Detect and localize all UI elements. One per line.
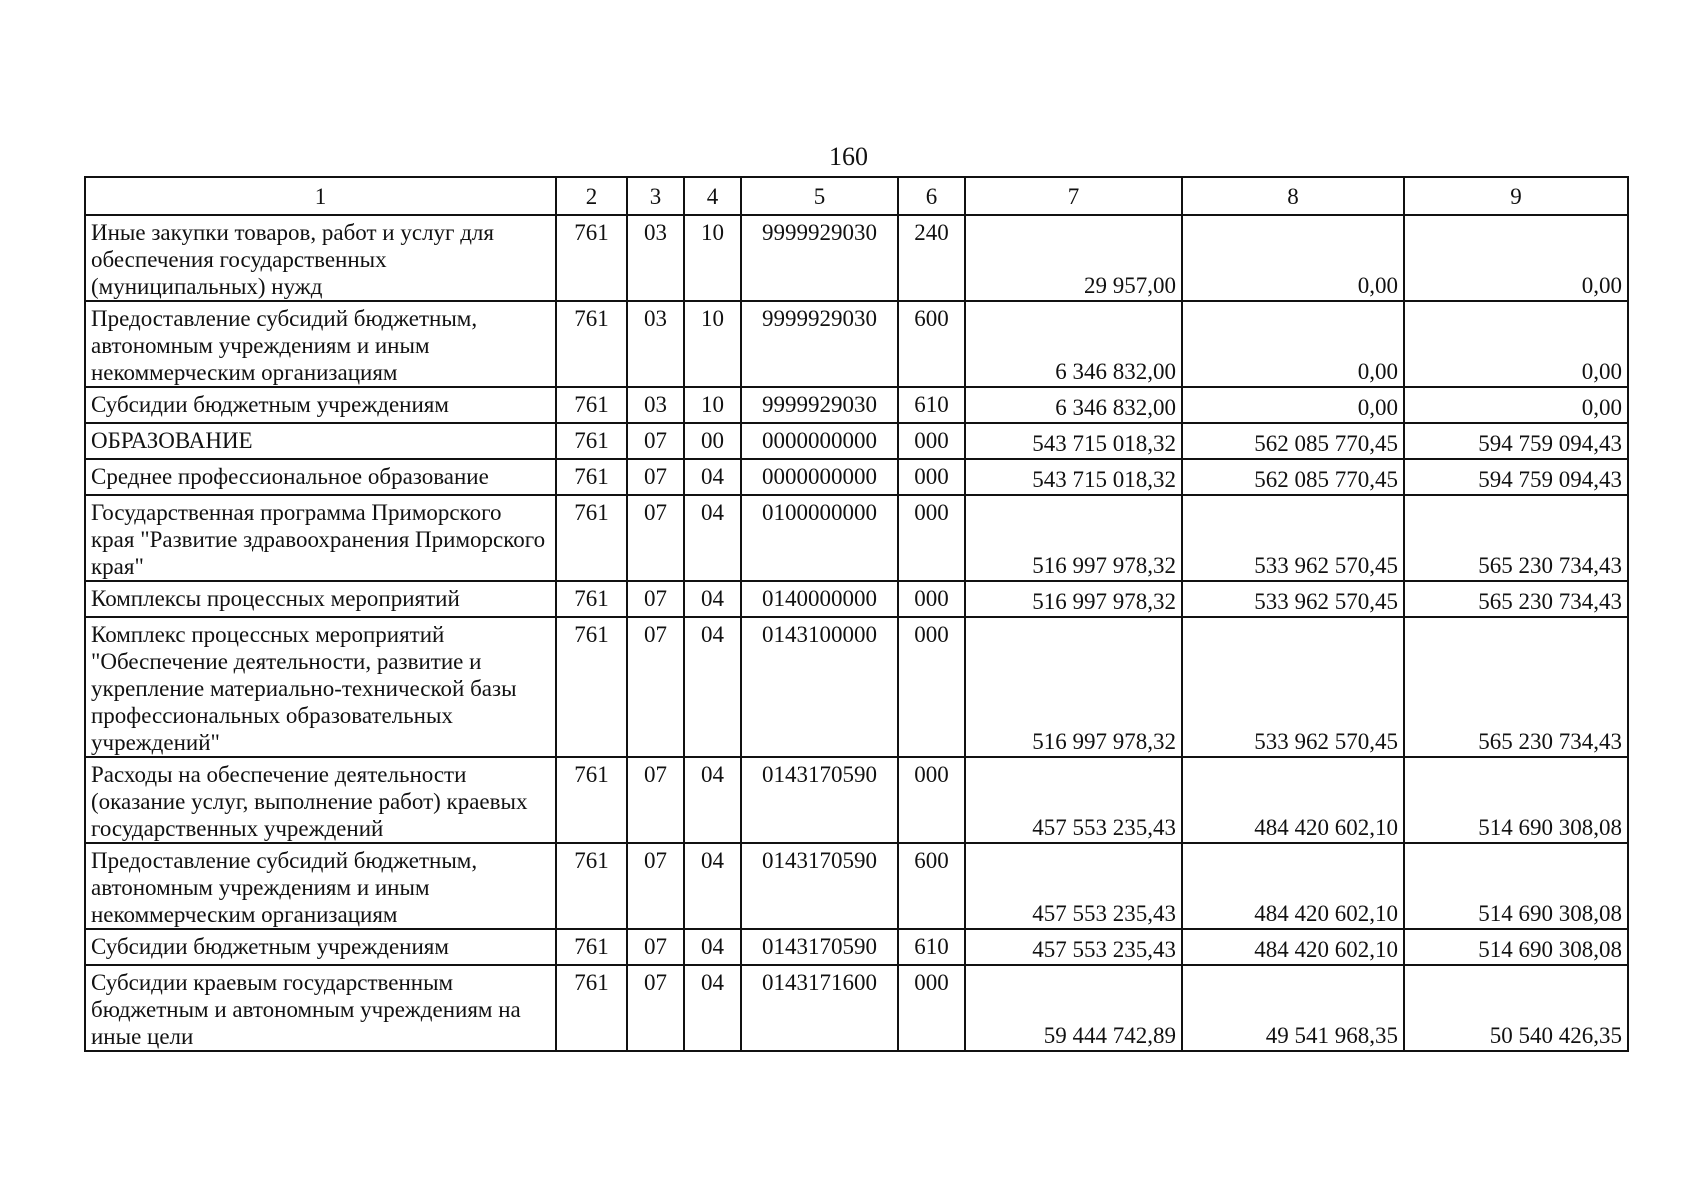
- target-code-cell: 0143171600: [741, 965, 898, 1051]
- section-code-cell: 07: [627, 495, 684, 581]
- amount-col9-cell: 50 540 426,35: [1404, 965, 1628, 1051]
- amount-col8-cell: 562 085 770,45: [1182, 423, 1404, 459]
- row-name-cell: Государственная программа Приморского края "Развитие здравоохранения Приморского края": [85, 495, 556, 581]
- expense-type-cell: 600: [898, 843, 965, 929]
- amount-col9-cell: 594 759 094,43: [1404, 423, 1628, 459]
- amount-col8-cell: 49 541 968,35: [1182, 965, 1404, 1051]
- admin-code-cell: 761: [556, 965, 627, 1051]
- target-code-cell: 0143170590: [741, 757, 898, 843]
- amount-col8-cell: 484 420 602,10: [1182, 757, 1404, 843]
- subsection-code-cell: 04: [684, 843, 741, 929]
- column-header: 9: [1404, 177, 1628, 215]
- section-code-cell: 03: [627, 215, 684, 301]
- table-row: [85, 757, 1628, 843]
- row-name-cell: Комплекс процессных мероприятий "Обеспечение деятельности, развитие и укрепление материально-технической базы профессиональных образовательных учреждений": [85, 617, 556, 757]
- target-code-cell: 0000000000: [741, 459, 898, 495]
- subsection-code-cell: 10: [684, 215, 741, 301]
- amount-col9-cell: 0,00: [1404, 301, 1628, 387]
- admin-code-cell: 761: [556, 757, 627, 843]
- amount-col8-cell: 0,00: [1182, 301, 1404, 387]
- row-name-cell: Расходы на обеспечение деятельности (оказание услуг, выполнение работ) краевых государственных учреждений: [85, 757, 556, 843]
- table-row: [85, 617, 1628, 757]
- amount-col8-cell: 484 420 602,10: [1182, 843, 1404, 929]
- column-header: 1: [85, 177, 556, 215]
- amount-col8-cell: 562 085 770,45: [1182, 459, 1404, 495]
- target-code-cell: 0143170590: [741, 843, 898, 929]
- section-code-cell: 03: [627, 387, 684, 423]
- section-code-cell: 07: [627, 929, 684, 965]
- subsection-code-cell: 04: [684, 757, 741, 843]
- admin-code-cell: 761: [556, 387, 627, 423]
- section-code-cell: 03: [627, 301, 684, 387]
- expense-type-cell: 000: [898, 965, 965, 1051]
- section-code-cell: 07: [627, 965, 684, 1051]
- section-code-cell: 07: [627, 617, 684, 757]
- subsection-code-cell: 04: [684, 459, 741, 495]
- amount-col9-cell: 514 690 308,08: [1404, 757, 1628, 843]
- expense-type-cell: 610: [898, 387, 965, 423]
- target-code-cell: 0143170590: [741, 929, 898, 965]
- admin-code-cell: 761: [556, 215, 627, 301]
- target-code-cell: 9999929030: [741, 301, 898, 387]
- amount-col8-cell: 484 420 602,10: [1182, 929, 1404, 965]
- row-name-cell: Субсидии краевым государственным бюджетным и автономным учреждениям на иные цели: [85, 965, 556, 1051]
- subsection-code-cell: 04: [684, 495, 741, 581]
- section-code-cell: 07: [627, 757, 684, 843]
- amount-col8-cell: 0,00: [1182, 215, 1404, 301]
- expense-type-cell: 600: [898, 301, 965, 387]
- amount-col9-cell: 514 690 308,08: [1404, 929, 1628, 965]
- page-number: 160: [829, 142, 868, 171]
- row-name-cell: Субсидии бюджетным учреждениям: [85, 387, 556, 423]
- expense-type-cell: 000: [898, 495, 965, 581]
- section-code-cell: 07: [627, 423, 684, 459]
- admin-code-cell: 761: [556, 929, 627, 965]
- expense-type-cell: 000: [898, 617, 965, 757]
- amount-col7-cell: 59 444 742,89: [965, 965, 1182, 1051]
- table-row: [85, 459, 1628, 495]
- subsection-code-cell: 00: [684, 423, 741, 459]
- amount-col7-cell: 6 346 832,00: [965, 387, 1182, 423]
- amount-col8-cell: 0,00: [1182, 387, 1404, 423]
- expense-type-cell: 000: [898, 757, 965, 843]
- column-header: 6: [898, 177, 965, 215]
- target-code-cell: 0143100000: [741, 617, 898, 757]
- amount-col7-cell: 457 553 235,43: [965, 757, 1182, 843]
- expense-type-cell: 000: [898, 459, 965, 495]
- section-code-cell: 07: [627, 459, 684, 495]
- amount-col9-cell: 565 230 734,43: [1404, 495, 1628, 581]
- admin-code-cell: 761: [556, 459, 627, 495]
- header-row: [85, 177, 1628, 215]
- row-name-cell: Среднее профессиональное образование: [85, 459, 556, 495]
- section-code-cell: 07: [627, 843, 684, 929]
- target-code-cell: 9999929030: [741, 215, 898, 301]
- budget-table: [84, 176, 1629, 1052]
- table-row: [85, 215, 1628, 301]
- row-name-cell: Субсидии бюджетным учреждениям: [85, 929, 556, 965]
- row-name-cell: Комплексы процессных мероприятий: [85, 581, 556, 617]
- section-code-cell: 07: [627, 581, 684, 617]
- amount-col7-cell: 516 997 978,32: [965, 495, 1182, 581]
- admin-code-cell: 761: [556, 495, 627, 581]
- table-row: [85, 423, 1628, 459]
- amount-col7-cell: 6 346 832,00: [965, 301, 1182, 387]
- table-row: [85, 387, 1628, 423]
- expense-type-cell: 000: [898, 423, 965, 459]
- row-name-cell: Предоставление субсидий бюджетным, автономным учреждениям и иным некоммерческим организациям: [85, 301, 556, 387]
- row-name-cell: Иные закупки товаров, работ и услуг для обеспечения государственных (муниципальных) нужд: [85, 215, 556, 301]
- target-code-cell: 0140000000: [741, 581, 898, 617]
- amount-col9-cell: 565 230 734,43: [1404, 617, 1628, 757]
- amount-col9-cell: 514 690 308,08: [1404, 843, 1628, 929]
- amount-col9-cell: 0,00: [1404, 387, 1628, 423]
- row-name-cell: ОБРАЗОВАНИЕ: [85, 423, 556, 459]
- subsection-code-cell: 04: [684, 965, 741, 1051]
- subsection-code-cell: 10: [684, 301, 741, 387]
- amount-col9-cell: 565 230 734,43: [1404, 581, 1628, 617]
- subsection-code-cell: 04: [684, 617, 741, 757]
- amount-col7-cell: 543 715 018,32: [965, 423, 1182, 459]
- column-header: 4: [684, 177, 741, 215]
- expense-type-cell: 000: [898, 581, 965, 617]
- table-row: [85, 581, 1628, 617]
- amount-col7-cell: 543 715 018,32: [965, 459, 1182, 495]
- amount-col7-cell: 516 997 978,32: [965, 617, 1182, 757]
- table-row: [85, 929, 1628, 965]
- amount-col9-cell: 594 759 094,43: [1404, 459, 1628, 495]
- amount-col8-cell: 533 962 570,45: [1182, 581, 1404, 617]
- column-header: 2: [556, 177, 627, 215]
- table-row: [85, 495, 1628, 581]
- row-name-cell: Предоставление субсидий бюджетным, автономным учреждениям и иным некоммерческим организациям: [85, 843, 556, 929]
- table-row: [85, 965, 1628, 1051]
- subsection-code-cell: 10: [684, 387, 741, 423]
- column-header: 7: [965, 177, 1182, 215]
- amount-col7-cell: 516 997 978,32: [965, 581, 1182, 617]
- amount-col7-cell: 29 957,00: [965, 215, 1182, 301]
- admin-code-cell: 761: [556, 423, 627, 459]
- target-code-cell: 0000000000: [741, 423, 898, 459]
- subsection-code-cell: 04: [684, 581, 741, 617]
- table-row: [85, 843, 1628, 929]
- amount-col9-cell: 0,00: [1404, 215, 1628, 301]
- column-header: 8: [1182, 177, 1404, 215]
- amount-col8-cell: 533 962 570,45: [1182, 617, 1404, 757]
- admin-code-cell: 761: [556, 843, 627, 929]
- admin-code-cell: 761: [556, 301, 627, 387]
- expense-type-cell: 240: [898, 215, 965, 301]
- column-header: 5: [741, 177, 898, 215]
- amount-col7-cell: 457 553 235,43: [965, 843, 1182, 929]
- admin-code-cell: 761: [556, 581, 627, 617]
- target-code-cell: 0100000000: [741, 495, 898, 581]
- admin-code-cell: 761: [556, 617, 627, 757]
- amount-col8-cell: 533 962 570,45: [1182, 495, 1404, 581]
- column-header: 3: [627, 177, 684, 215]
- expense-type-cell: 610: [898, 929, 965, 965]
- target-code-cell: 9999929030: [741, 387, 898, 423]
- amount-col7-cell: 457 553 235,43: [965, 929, 1182, 965]
- subsection-code-cell: 04: [684, 929, 741, 965]
- table-row: [85, 301, 1628, 387]
